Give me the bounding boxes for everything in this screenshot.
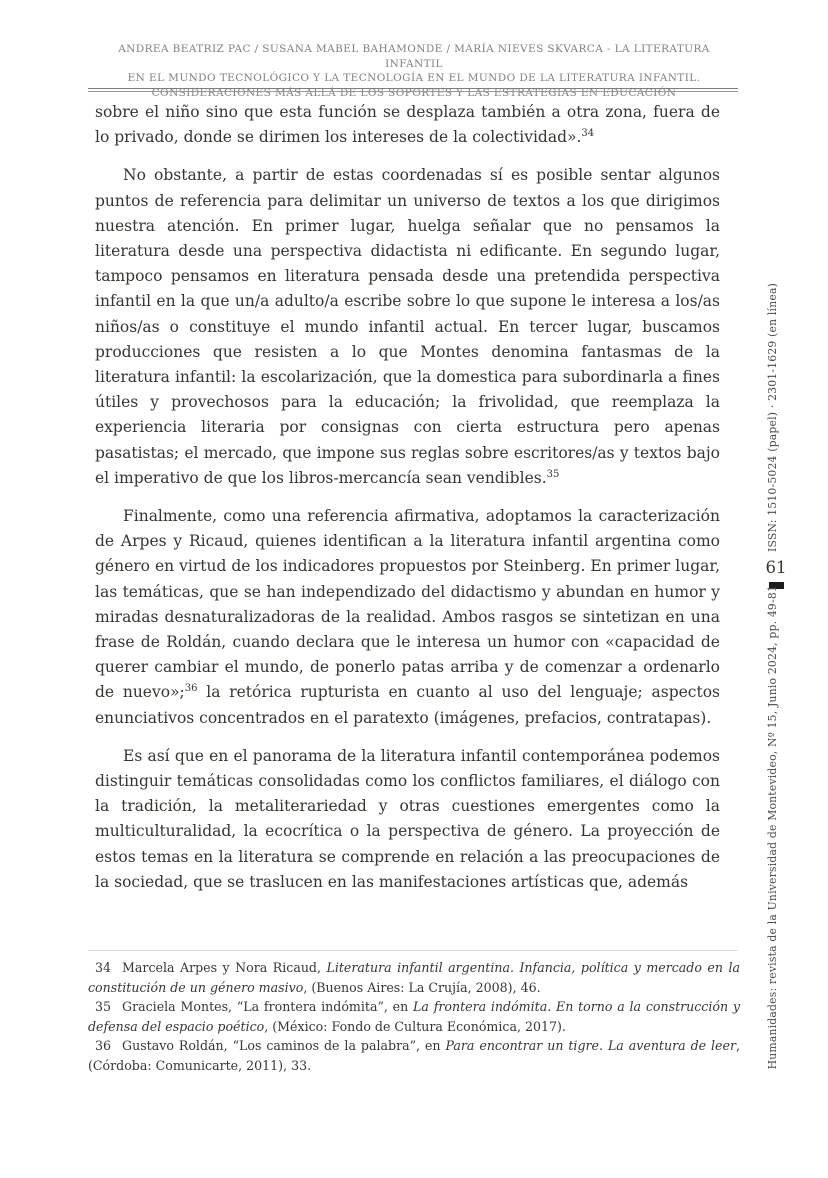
paragraph-1 xyxy=(95,100,720,150)
sidebar-issn xyxy=(757,283,787,552)
footnote-34-text: Marcela Arpes y Nora Ricaud, xyxy=(122,960,327,975)
footnote-36 xyxy=(88,1036,740,1075)
footnote-35-text: Graciela Montes, “La frontera indómita”, en xyxy=(122,999,414,1015)
header-rule xyxy=(88,88,738,92)
issn-label: ISSN: 1510-5024 (papel) · 2301-1629 (en línea) xyxy=(765,283,779,552)
paragraph-2 xyxy=(95,163,720,491)
footnote-35 xyxy=(88,997,740,1036)
footnote-35-number: 35 xyxy=(95,999,112,1015)
paragraph-4 xyxy=(95,744,720,895)
footnote-35-title: La frontera indómita. En torno a la construcción y defensa del espacio poético xyxy=(88,999,740,1034)
footnote-36-number: 36 xyxy=(95,1038,112,1054)
footnote-34-citation: , (Buenos Aires: La Crujía, 2008), 46. xyxy=(303,979,541,995)
journal-info-label: Humanidades: revista de la Universidad de Montevideo, Nº 15, Junio 2024, pp. 49-81 xyxy=(765,584,779,1070)
footnote-ref-34: 34 xyxy=(581,128,595,140)
paragraph-3 xyxy=(95,504,720,731)
paragraph-3-text-b: la retórica rupturista en cuanto al uso del lenguaje; aspectos enunciativos concentrados en el paratexto (imágenes, prefacios, contratapas). xyxy=(95,683,720,727)
header-subtitle-line: CONSIDERACIONES MÁS ALLÁ DE LOS SOPORTES Y LAS ESTRATEGIAS EN EDUCACIÓN xyxy=(151,86,677,99)
paragraph-3-text-a: Finalmente, como una referencia afirmativa, adoptamos la caracterización de Arpes y Ricaud, quienes identifican a la literatura infantil argentina como género en virtud de los indicadores propuestos por Steinberg. En primer lugar, las temáticas, que se han independizado del didactismo y abundan en humor y miradas desnaturalizadoras de la realidad. Ambos rasgos se sintetizan en una frase de Roldán, cuando declara que le interesa un humor con «capacidad de querer cambiar el mundo, de ponerlo patas arriba y de comenzar a ordenarlo de nuevo»; xyxy=(95,507,720,702)
footnote-36-text: Gustavo Roldán, “Los caminos de la palabra”, en xyxy=(122,1038,446,1054)
footnote-36-title: Para encontrar un tigre. La aventura de leer xyxy=(445,1038,736,1054)
footnote-34-number: 34 xyxy=(95,960,112,975)
header-title-line: EN EL MUNDO TECNOLÓGICO Y LA TECNOLOGÍA EN EL MUNDO DE LA LITERATURA INFANTIL. xyxy=(127,72,701,84)
footnote-ref-35: 35 xyxy=(546,468,560,480)
paragraph-2-text: No obstante, a partir de estas coordenadas sí es posible sentar algunos puntos de referencia para delimitar un universo de textos a los que dirigimos nuestra atención. En primer lugar, huelga señalar que no pensamos la literatura desde una perspectiva didactista ni edificante. En segundo lugar, tampoco pensamos en literatura pensada desde una pretendida perspectiva infantil en la que un/a adulto/a escribe sobre lo que supone le interesa a los/as niños/as o constituye el mundo infantil actual. En tercer lugar, buscamos producciones que resisten a lo que Montes denomina fantasmas de la literatura infantil: la escolarización, que la domestica para subordinarla a fines útiles y provechosos para la educación; la frivolidad, que reemplaza la experiencia literaria por consignas con cierta estructura pero apenas pasatistas; el mercado, que impone sus reglas sobre escritores/as y textos bajo el imperativo de que los libros-mercancía sean vendibles. xyxy=(95,166,720,487)
footnote-34-title: Literatura infantil argentina. Infancia, política y mercado en la constitución de un género masivo xyxy=(88,960,740,995)
header-authors-line: ANDREA BEATRIZ PAC / SUSANA MABEL BAHAMONDE / MARÍA NIEVES SKVARCA - LA LITERATURA INFANTIL xyxy=(118,43,710,70)
footnote-35-citation: , (México: Fondo de Cultura Económica, 2017). xyxy=(264,1018,566,1034)
article-body xyxy=(95,100,720,908)
sidebar-journal-info xyxy=(757,584,787,1070)
footnote-36-citation: , (Córdoba: Comunicarte, 2011), 33. xyxy=(88,1038,740,1073)
footnote-34 xyxy=(88,958,740,997)
page-number: 61 xyxy=(765,558,787,577)
paragraph-4-text: Es así que en el panorama de la literatura infantil contemporánea podemos distinguir temáticas consolidadas como los conflictos familiares, el diálogo con la tradición, la metaliterariedad y otras cuestiones emergentes como la multiculturalidad, la ecocrítica o la perspectiva de género. La proyección de estos temas en la literatura se comprende en relación a las preocupaciones de la sociedad, que se traslucen en las manifestaciones artísticas que, además xyxy=(95,746,720,891)
paragraph-1-text: sobre el niño sino que esta función se desplaza también a otra zona, fuera de lo privado, donde se dirimen los intereses de la colectividad». xyxy=(95,103,720,147)
footnote-ref-36: 36 xyxy=(184,683,198,695)
footnote-separator xyxy=(88,950,738,951)
footnotes xyxy=(88,958,740,1076)
